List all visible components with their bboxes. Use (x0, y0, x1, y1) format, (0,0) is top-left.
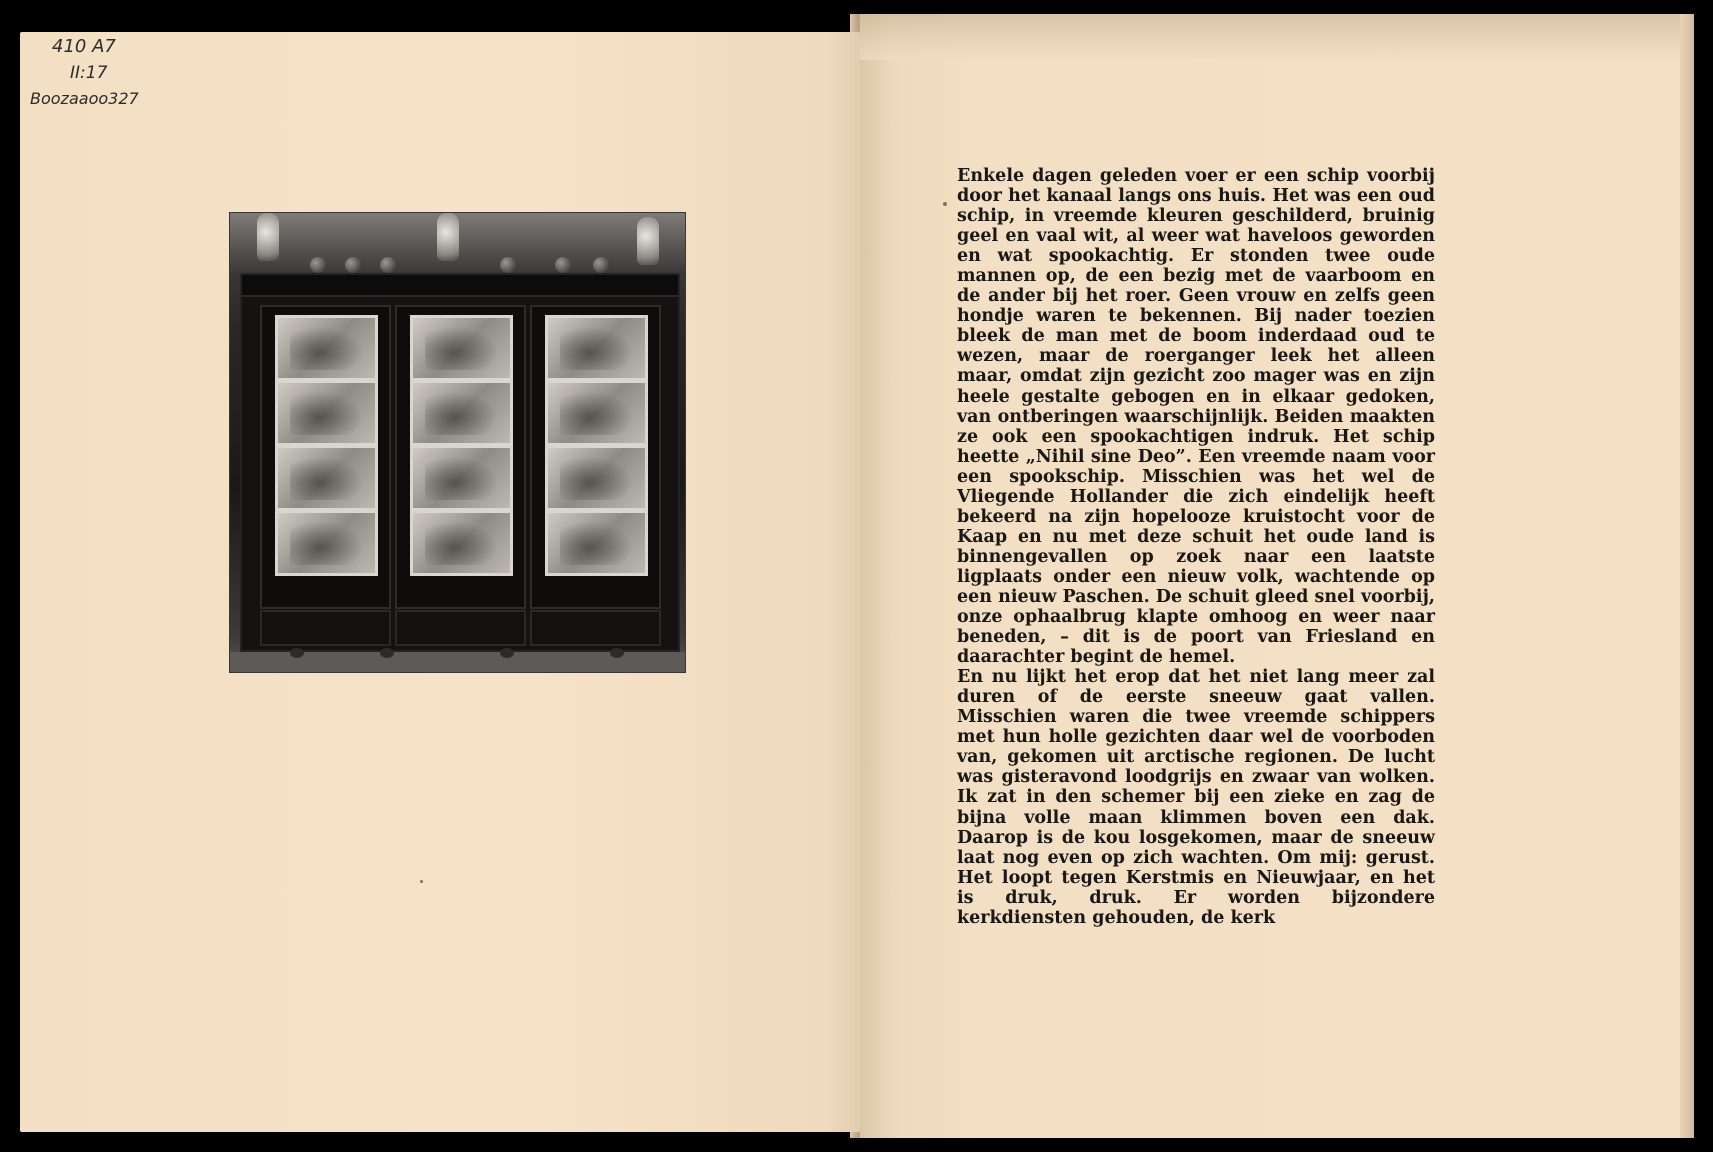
painted-panel (275, 315, 378, 381)
cabinet-foot (500, 648, 514, 658)
painted-panel (275, 510, 378, 576)
annotation-line: 410 A7 (52, 36, 116, 57)
painted-panel (410, 380, 513, 446)
archive-annotation (30, 34, 139, 112)
annotation-line: Boozaaoo327 (30, 89, 139, 108)
vase (257, 213, 279, 261)
cabinet-cornice (242, 275, 678, 297)
annotation-line: II:17 (70, 63, 108, 83)
painted-panel (410, 445, 513, 511)
body-text (957, 166, 1435, 928)
ornament-ball (593, 257, 609, 273)
painted-panel (545, 445, 648, 511)
cabinet-foot (610, 648, 624, 658)
painted-panel (545, 380, 648, 446)
cabinet-foot (290, 648, 304, 658)
paragraph: Enkele dagen geleden voer er een schip voorbij door het kanaal langs ons huis. Het was een oud schip, in vreemde kleuren geschilderd, bruinig geel en vaal wit, al weer wat haveloos geworden en wat spookachtig. Er stonden twee oude mannen op, de een bezig met de vaarboom en de ander bij het roer. Geen vrouw en zelfs geen hondje waren te bekennen. Bij nader toezien bleek de man met de boom inderdaad oud te wezen, maar de roerganger leek het alleen maar, omdat zijn gezicht zoo mager was en zijn heele gestalte gebogen en in elkaar gedoken, van ontberingen waarschijnlijk. Beiden maakten ze ook een spookachtigen indruk. Het schip heette „Nihil sine Deo”. Een vreemde naam voor een spookschip. Misschien was het wel de Vliegende Hollander die zich eindelijk heeft bekeerd na zijn hopelooze kruistocht voor de Kaap en nu met deze schuit het oude land is binnengevallen op zoek naar een laatste ligplaats onder een nieuw volk, wachtende op een nieuw Paschen. De schuit gleed snel voorbij, onze ophaalbrug klapte omhoog en weer naar beneden, – dit is de poort van Friesland en daarachter begint de hemel. (957, 166, 1435, 668)
page-right-edge (1680, 14, 1694, 1138)
vase (437, 213, 459, 261)
painted-panel (410, 315, 513, 381)
cabinet-drawer (530, 610, 661, 646)
painted-panel (410, 510, 513, 576)
cabinet-drawer (260, 610, 391, 646)
cabinet-door (260, 305, 391, 609)
ornament-ball (310, 257, 326, 273)
painted-panel (275, 445, 378, 511)
ornament-ball (500, 257, 516, 273)
cabinet-door (395, 305, 526, 609)
paper-speck (420, 880, 423, 883)
cabinet-door (530, 305, 661, 609)
vase (637, 217, 659, 265)
paragraph: En nu lijkt het erop dat het niet lang meer zal duren of de eerste sneeuw gaat vallen. Misschien waren die twee vreemde schippers met hun holle gezichten daar wel de voorboden van, gekomen uit arctische regionen. De lucht was gisteravond loodgrijs en zwaar van wolken. Ik zat in den schemer bij een zieke en zag de bijna volle maan klimmen boven een dak. Daarop is de kou losgekomen, maar de sneeuw laat nog even op zich wachten. Om mij: gerust. Het loopt tegen Kerstmis en Nieuwjaar, en het is druk, druk. Er worden bijzondere kerkdiensten gehouden, de kerk (957, 667, 1435, 928)
ornament-ball (380, 257, 396, 273)
ornament-ball (555, 257, 571, 273)
cabinet (240, 273, 680, 652)
ornament-ball (345, 257, 361, 273)
cabinet-foot (380, 648, 394, 658)
cabinet-drawer (395, 610, 526, 646)
paper-speck (943, 202, 947, 206)
cabinet-photograph (229, 212, 686, 673)
painted-panel (545, 510, 648, 576)
page-top-edge (860, 14, 1694, 60)
painted-panel (275, 380, 378, 446)
painted-panel (545, 315, 648, 381)
